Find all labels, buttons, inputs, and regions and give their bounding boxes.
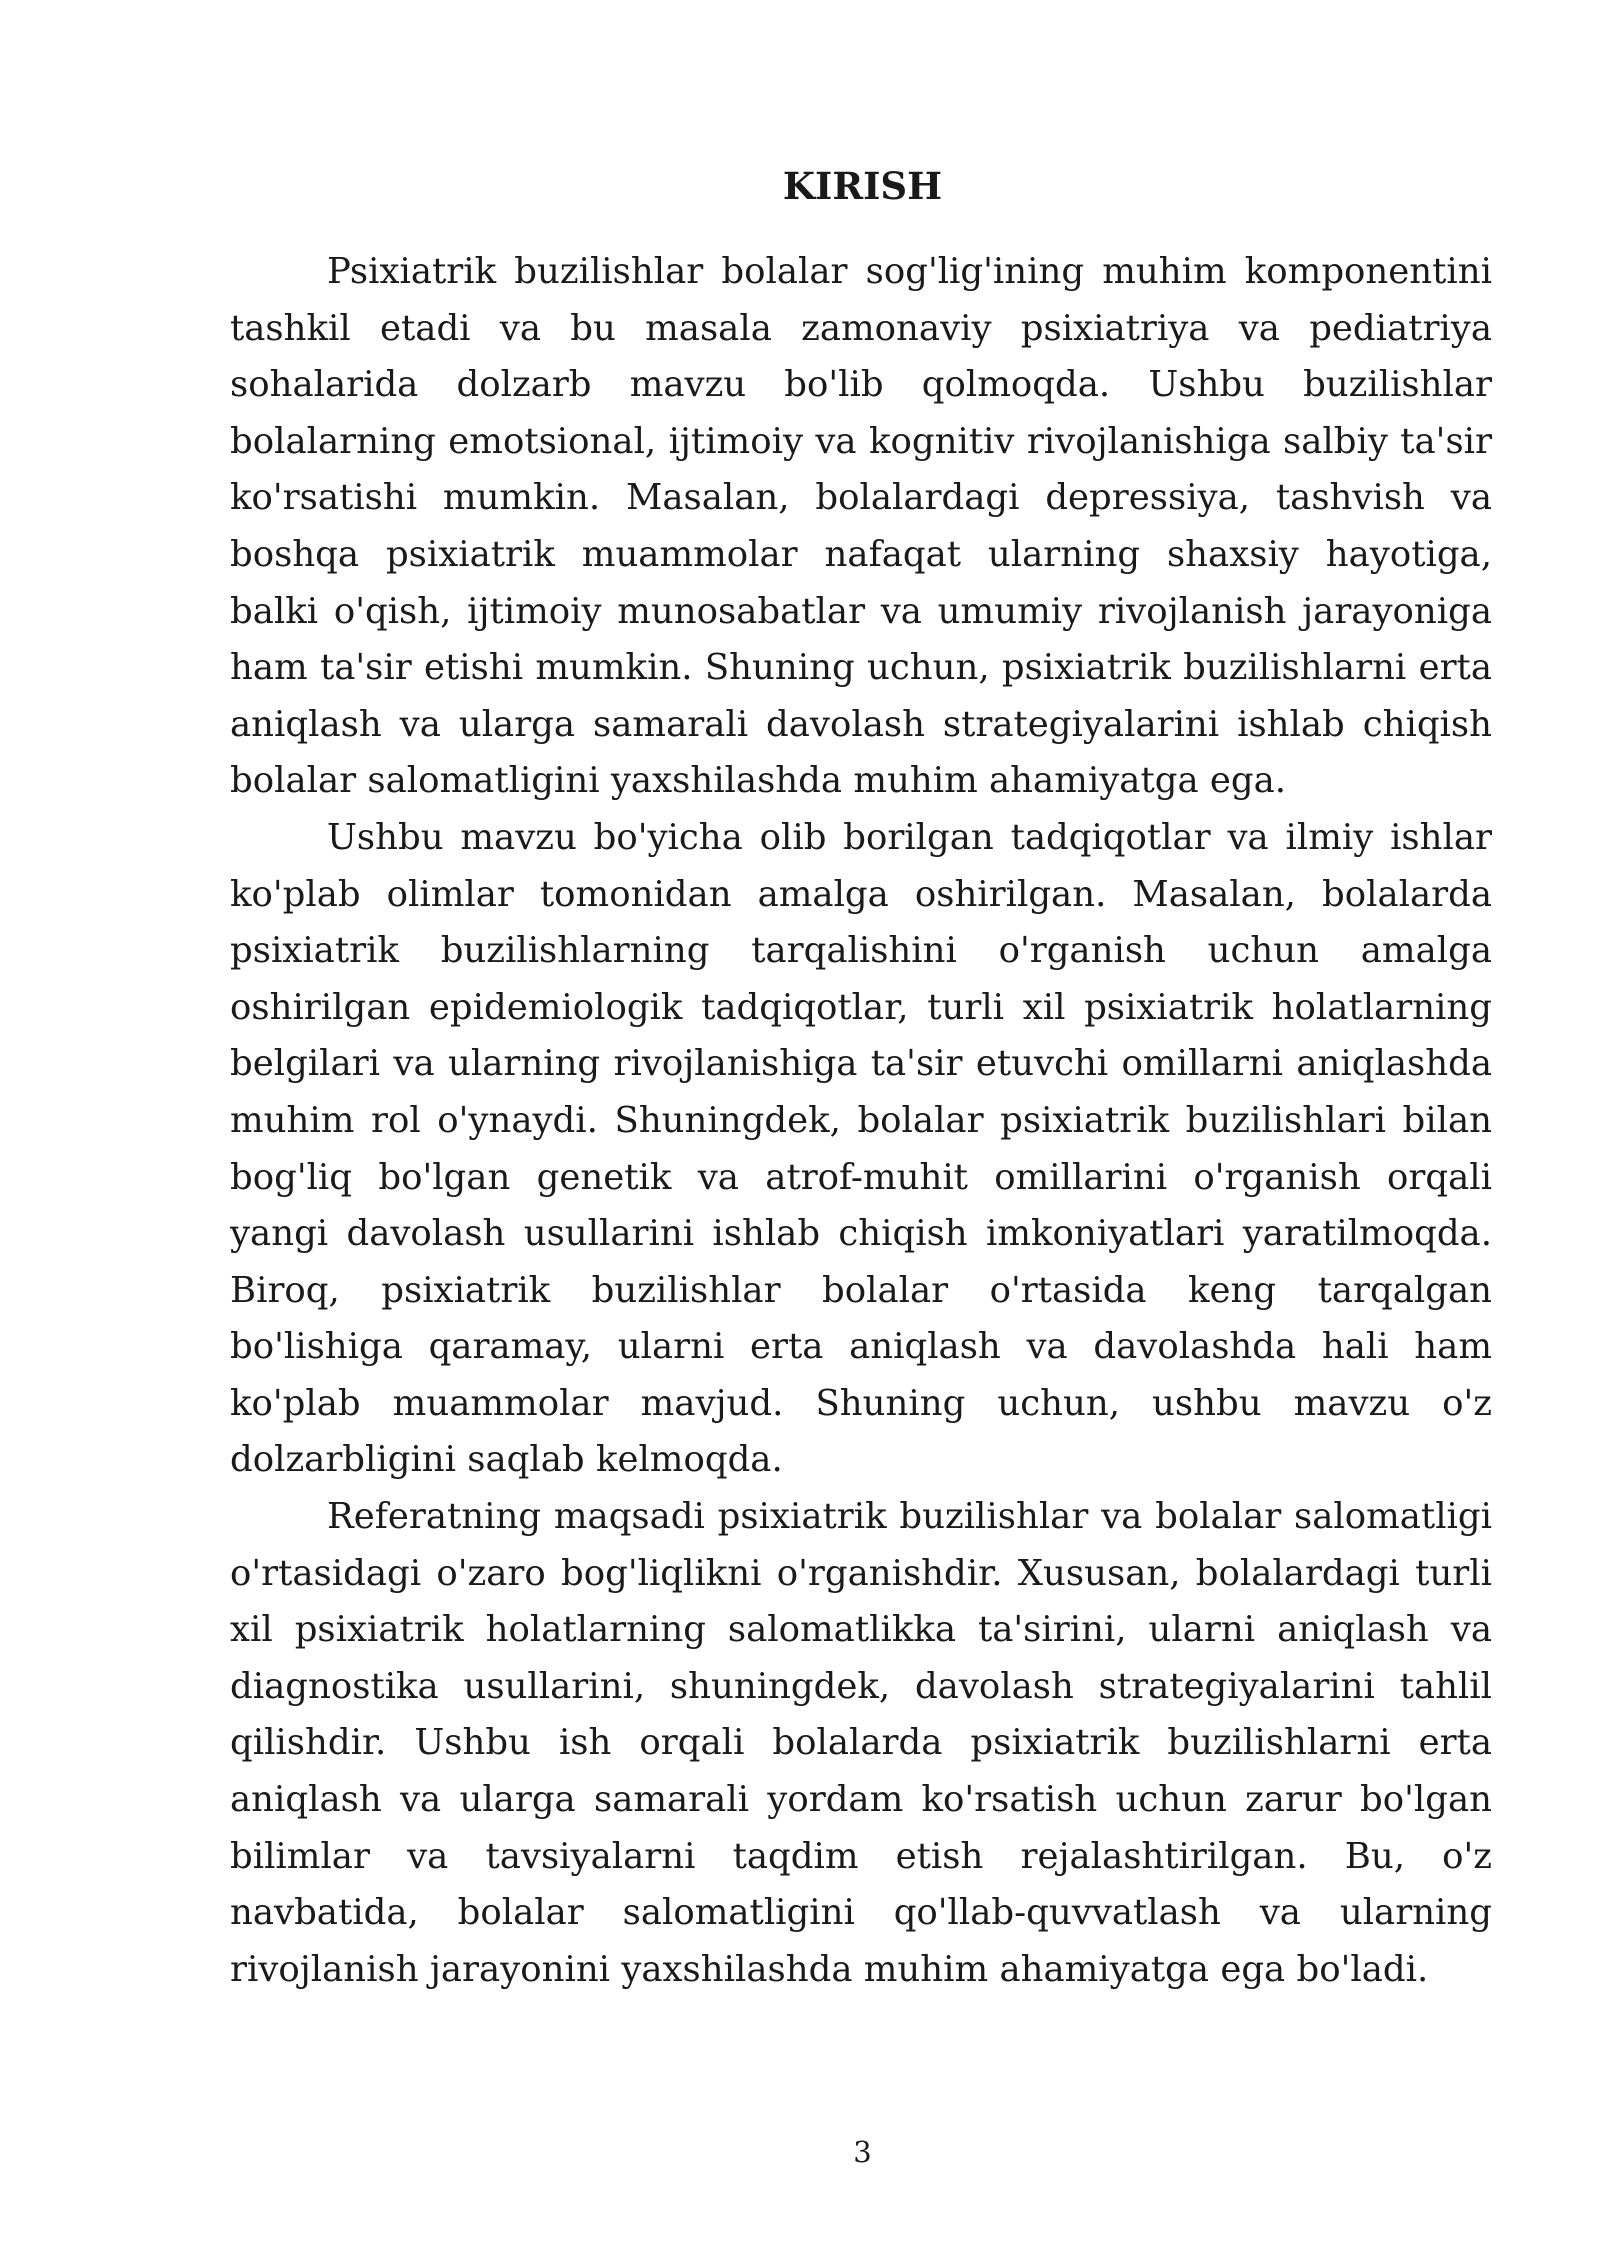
page-number: 3 [853, 2135, 872, 2169]
paragraph-1: Psixiatrik buzilishlar bolalar sog'lig'ining muhim komponentini tashkil etadi va bu masala zamonaviy psixiatriya va pediatriya sohalarida dolzarb mavzu bo'lib qolmoqda. Ushbu buzilishlar bolalarning emotsional, ijtimoiy va kognitiv rivojlanishiga salbiy ta'sir ko'rsatishi mumkin. Masalan, bolalardagi depressiya, tashvish va boshqa psixiatrik muammolar nafaqat ularning shaxsiy hayotiga, balki o'qish, ijtimoiy munosabatlar va umumiy rivojlanish jarayoniga ham ta'sir etishi mumkin. Shuning uchun, psixiatrik buzilishlarni erta aniqlash va ularga samarali davolash strategiyalarini ishlab chiqish bolalar salomatligini yaxshilashda muhim ahamiyatga ega. [230, 251, 1492, 802]
page-title: KIRISH [782, 164, 943, 208]
paragraph-2: Ushbu mavzu bo'yicha olib borilgan tadqiqotlar va ilmiy ishlar ko'plab olimlar tomonidan amalga oshirilgan. Masalan, bolalarda psixiatrik buzilishlarning tarqalishini o'rganish uchun amalga oshirilgan epidemiologik tadqiqotlar, turli xil psixiatrik holatlarning belgilari va ularning rivojlanishiga ta'sir etuvchi omillarni aniqlashda muhim rol o'ynaydi. Shuningdek, bolalar psixiatrik buzilishlari bilan bog'liq bo'lgan genetik va atrof-muhit omillarini o'rganish orqali yangi davolash usullarini ishlab chiqish imkoniyatlari yaratilmoqda. Biroq, psixiatrik buzilishlar bolalar o'rtasida keng tarqalgan bo'lishiga qaramay, ularni erta aniqlash va davolashda hali ham ko'plab muammolar mavjud. Shuning uchun, ushbu mavzu o'z dolzarbligini saqlab kelmoqda. [230, 816, 1492, 1481]
body-text [230, 244, 1492, 1998]
paragraph-3: Referatning maqsadi psixiatrik buzilishlar va bolalar salomatligi o'rtasidagi o'zaro bog'liqlikni o'rganishdir. Xususan, bolalardagi turli xil psixiatrik holatlarning salomatlikka ta'sirini, ularni aniqlash va diagnostika usullarini, shuningdek, davolash strategiyalarini tahlil qilishdir. Ushbu ish orqali bolalarda psixiatrik buzilishlarni erta aniqlash va ularga samarali yordam ko'rsatish uchun zarur bo'lgan bilimlar va tavsiyalarni taqdim etish rejalashtirilgan. Bu, o'z navbatida, bolalar salomatligini qo'llab-quvvatlash va ularning rivojlanish jarayonini yaxshilashda muhim ahamiyatga ega bo'ladi. [230, 1496, 1492, 1990]
